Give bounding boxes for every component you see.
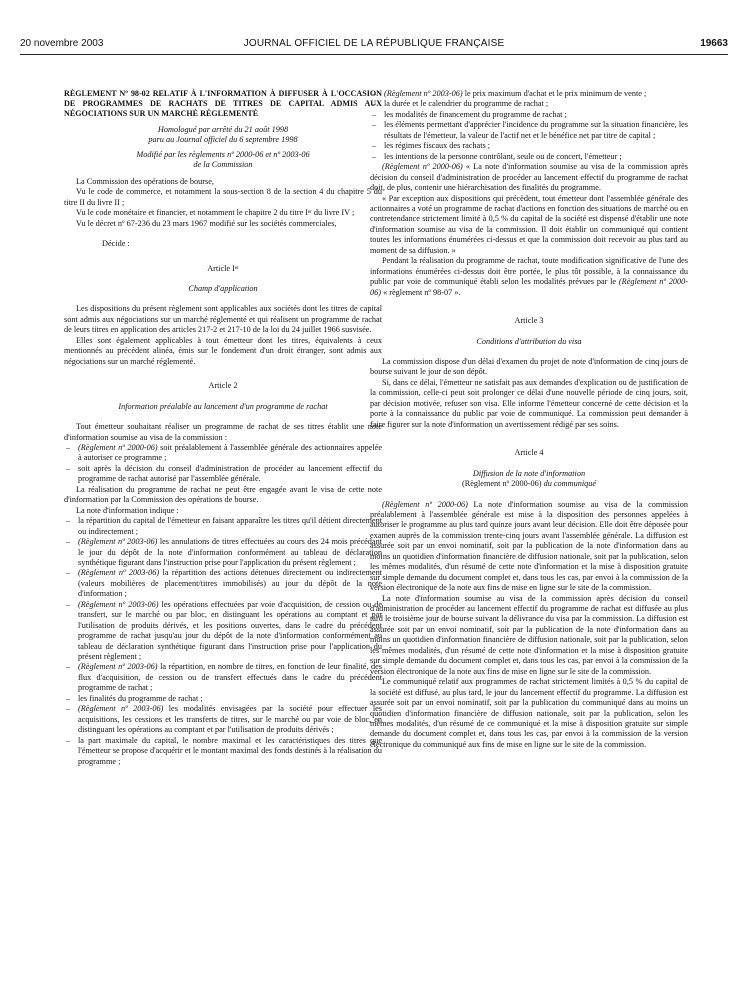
list-item: – (Règlement nº 2003-06) la répartition des actions détenues directement ou indirectement (valeurs mobilières de placement/titres immobilisés) au jour du dépôt de la note d'information ; bbox=[64, 568, 382, 599]
article-2-heading: Article 2 bbox=[208, 381, 238, 391]
article-2-list-2-continued bbox=[370, 89, 688, 162]
article-3-subtitle: Conditions d'attribution du visa bbox=[476, 336, 582, 346]
preamble-line: Vu le décret nº 67-236 du 23 mars 1967 modifié sur les sociétés commerciales, bbox=[76, 218, 337, 228]
preamble-line: Vu le code monétaire et financier, et notamment le chapitre 2 du titre Iᵉʳ du livre IV ; bbox=[76, 208, 355, 218]
article-3-paragraph: La commission dispose d'un délai d'examen du projet de note d'information de cinq jours de bourse suivant le jour de son dépôt. bbox=[370, 356, 688, 377]
article-2-paragraph: La note d'information indique : bbox=[76, 505, 179, 515]
list-item: – (Règlement nº 2003-06) les annulations de titres effectuées au cours des 24 mois précédant le jour du dépôt de la note d'information conformément au tableau de déclaration synthétique figurant dans l'instruction prise pour l'application du présent règlement ; bbox=[64, 537, 382, 568]
header-journal-title: JOURNAL OFFICIEL DE LA RÉPUBLIQUE FRANÇAISE bbox=[243, 38, 505, 49]
list-item: – (Règlement nº 2000-06) soit préalablement à l'assemblée générale des actionnaires appelée à autoriser ce programme ; bbox=[64, 443, 382, 464]
list-item: – la part maximale du capital, le nombre maximal et les caractéristiques des titres que l'émetteur se propose d'acquérir et le montant maximal des fonds destinés à la réalisation du programme ; bbox=[64, 736, 382, 767]
article-2-subtitle: Information préalable au lancement d'un programme de rachat bbox=[118, 401, 328, 411]
article-3-paragraph: Si, dans ce délai, l'émetteur ne satisfait pas aux demandes d'explication ou de justification de la commission, celle-ci peut soit prolonger ce délai d'une nouvelle période de cinq jours, soit, par décision motivée, refuser son visa. Elle informe l'émetteur concerné de cette décision et la porte à la connaissance du public par voie de communiqué. La commission peut demander à faire figurer sur la note d'information un avertissement rédigé par ses soins. bbox=[370, 377, 688, 429]
decide-line: Décide : bbox=[102, 239, 130, 249]
article-4-paragraph: Le communiqué relatif aux programmes de rachat strictement limités à 0,5 % du capital de la société est diffusé, au plus tard, le jour du lancement effectif du programme. La diffusion est assurée soit par un envoi nominatif, soit par la publication du communiqué dans au moins un quotidien d'information financière de diffusion nationale, soit par la publication, selon les mêmes modalités, d'un résumé de ce communiqué et la mise à disposition gratuite sur simple demande du document complet et, dans tous les cas, par envoi à la commission de la version électronique du communiqué aux fins de mise en ligne sur le site de la commission. bbox=[370, 677, 688, 749]
exception-paragraph: « Par exception aux dispositions qui précèdent, tout émetteur dont l'assemblée générale des actionnaires a voté un programme de rachat d'actions en fonction des situations de marché ou en contretendance strictement limité à 0,5 % du capital de la société est dispensé d'établir une note d'information soumise au visa de la commission. Il doit établir un communiqué qui contient toutes les informations énumérées ci-dessus et que la commission doit recevoir au plus tard au moment de sa diffusion. » bbox=[370, 193, 688, 255]
article-1-paragraph: Elles sont également applicables à tout émetteur dont les titres, équivalents à ceux mentionnés au précédent alinéa, émis sur le fondement d'un droit étranger, sont admis aux négociations sur un marché réglementé. bbox=[64, 335, 382, 366]
right-column bbox=[370, 89, 688, 750]
preamble-line: Vu le code de commerce, et notamment la sous-section 8 de la section 4 du chapitre 5 du titre II du livre II ; bbox=[64, 187, 382, 207]
list-item: – les modalités de financement du programme de rachat ; bbox=[370, 110, 688, 120]
article-4-subtitle-2: (Règlement nº 2000-06) du communiqué bbox=[461, 479, 597, 489]
article-4-paragraph: La note d'information soumise au visa de la commission après décision du conseil d'administration de procéder au lancement effectif du programme de rachat est diffusée au plus tard le troisième jour de bourse suivant la délivrance du visa par la commission. La diffusion est assurée soit par un envoi nominatif, soit par la publication de la note d'information dans au moins un quotidien d'information financière de diffusion nationale, soit par la publication, selon les mêmes modalités, d'un résumé de cette note d'information et la mise à disposition gratuite sur simple demande du document complet et, dans tous les cas, par envoi à la commission de la version électronique de la note aux fins de mise en ligne sur le site de la commission. bbox=[370, 593, 688, 676]
homologation-line-2: paru au Journal officiel du 6 septembre 1998 bbox=[148, 135, 298, 145]
list-item: – les régimes fiscaux des rachats ; bbox=[370, 141, 688, 151]
header-page-number: 19663 bbox=[700, 38, 728, 49]
regulation-title: RÈGLEMENT Nº 98-02 RELATIF À L'INFORMATION À DIFFUSER À L'OCCASION DE PROGRAMMES DE RACHATS DE TITRES DE CAPITAL ADMIS AUX NÉGOCIATIONS SUR UN MARCHÉ RÉGLEMENTÉ bbox=[64, 89, 382, 118]
list-item: – soit après la décision du conseil d'administration de procéder au lancement effectif du programme de rachat autorisé par l'assemblée générale. bbox=[64, 464, 382, 485]
article-1-paragraph: Les dispositions du présent règlement sont applicables aux sociétés dont les titres de capital sont admis aux négociations sur un marché réglementé et qui réalisent un programme de rachat de leurs titres en application des articles 217-2 et 217-10 de la loi du 24 juillet 1966 susvisée. bbox=[64, 304, 382, 335]
list-item: – les éléments permettant d'apprécier l'incidence du programme sur la situation financière, les résultats de l'émetteur, la valeur de l'actif net et le bénéfice net par titre de capital ; bbox=[370, 120, 688, 141]
article-2-paragraph: La réalisation du programme de rachat ne peut être engagée avant le visa de cette note d'information par la Commission des opérations de bourse. bbox=[64, 484, 382, 505]
article-2-paragraph: Tout émetteur souhaitant réaliser un programme de rachat de ses titres établit une note d'information soumise au visa de la commission : bbox=[64, 422, 382, 442]
article-4-paragraph: (Règlement nº 2000-06) La note d'information soumise au visa de la commission préalablement à l'assemblée générale est mise à la disposition des personnes appelées à autoriser le programme au plus tard quinze jours avant leur décision. Elle doit être déposée pour examen auprès de la commission trente-cinq jours avant l'assemblée générale. La diffusion est assurée soit par un envoi nominatif, soit par la publication de la note d'information dans au moins un quotidien d'information financière de diffusion nationale, soit par la publication, selon les mêmes modalités, d'un résumé de cette note d'information et la mise à disposition gratuite sur simple demande du document complet et, dans tous les cas, par envoi à la commission de la version électronique de la note aux fins de mise en ligne sur le site de la commission. bbox=[370, 499, 688, 593]
pendant-paragraph: Pendant la réalisation du programme de rachat, toute modification significative de l'une des informations énumérées ci-dessus doit être portée, le plus tôt possible, à la connaissance du public par voie de communiqué établi selon les modalités prévues par le (Règlement nº 2000-06) « règlement nº 98-07 ». bbox=[370, 256, 688, 297]
homologation-line-1: Homologué par arrêté du 21 août 1998 bbox=[157, 125, 289, 134]
article-1-heading: Article Iᵉʳ bbox=[207, 263, 239, 273]
list-item: – (Règlement nº 2003-06) la répartition, en nombre de titres, en fonction de leur finalité, des flux d'acquisition, de cession ou de transfert effectués dans le cadre du précédent programme de rachat ; bbox=[64, 662, 382, 693]
list-item: – la durée et le calendrier du programme de rachat ; bbox=[370, 99, 688, 109]
list-item: – la répartition du capital de l'émetteur en faisant apparaître les titres qu'il détient directement ou indirectement ; bbox=[64, 516, 382, 537]
page-header bbox=[20, 38, 728, 52]
list-item: – (Règlement nº 2003-06) les modalités envisagées par la société pour effectuer les acquisitions, les cessions et les transferts de titres, sur le marché ou par voie de bloc, en distinguant les opérations au comptant et par l'utilisation de produits dérivés ; bbox=[64, 704, 382, 735]
article-3-heading: Article 3 bbox=[514, 316, 544, 326]
article-2-list-2 bbox=[64, 516, 382, 767]
visa-paragraph: (Règlement nº 2000-06) « La note d'information soumise au visa de la commission après décision du conseil d'administration de procéder au lancement effectif du programme de rachat doit, de plus, contenir une hiérarchisation des finalités du programme. bbox=[370, 162, 688, 193]
modified-line-1: Modifié par les règlements nº 2000-06 et nº 2003-06 bbox=[136, 149, 310, 159]
article-4-heading: Article 4 bbox=[514, 448, 544, 458]
list-item: – les finalités du programme de rachat ; bbox=[64, 694, 382, 704]
article-2-list-1 bbox=[64, 443, 382, 485]
preamble-line: La Commission des opérations de bourse, bbox=[76, 176, 214, 186]
modified-line-2: de la Commission bbox=[193, 160, 253, 170]
header-date: 20 novembre 2003 bbox=[20, 38, 104, 49]
list-item: – (Règlement nº 2003-06) le prix maximum d'achat et le prix minimum de vente ; bbox=[370, 89, 688, 99]
list-item: – (Règlement nº 2003-06) les opérations effectuées par voie d'acquisition, de cession ou de transfert, sur le marché ou par bloc, en distinguant les opérations au comptant et par l'utilisation de produits dérivés, et les positions ouvertes, dans le cadre du précédent programme de rachat jusqu'au jour du dépôt de la note d'information conformément au tableau de déclaration synthétique figurant dans l'instruction prise pour l'application du présent règlement ; bbox=[64, 600, 382, 663]
article-1-subtitle: Champ d'application bbox=[188, 283, 258, 293]
header-rule bbox=[20, 54, 728, 55]
list-item: – les intentions de la personne contrôlant, seule ou de concert, l'émetteur ; bbox=[370, 152, 688, 162]
article-4-subtitle: Diffusion de la note d'information bbox=[472, 468, 586, 478]
left-column bbox=[64, 89, 382, 767]
